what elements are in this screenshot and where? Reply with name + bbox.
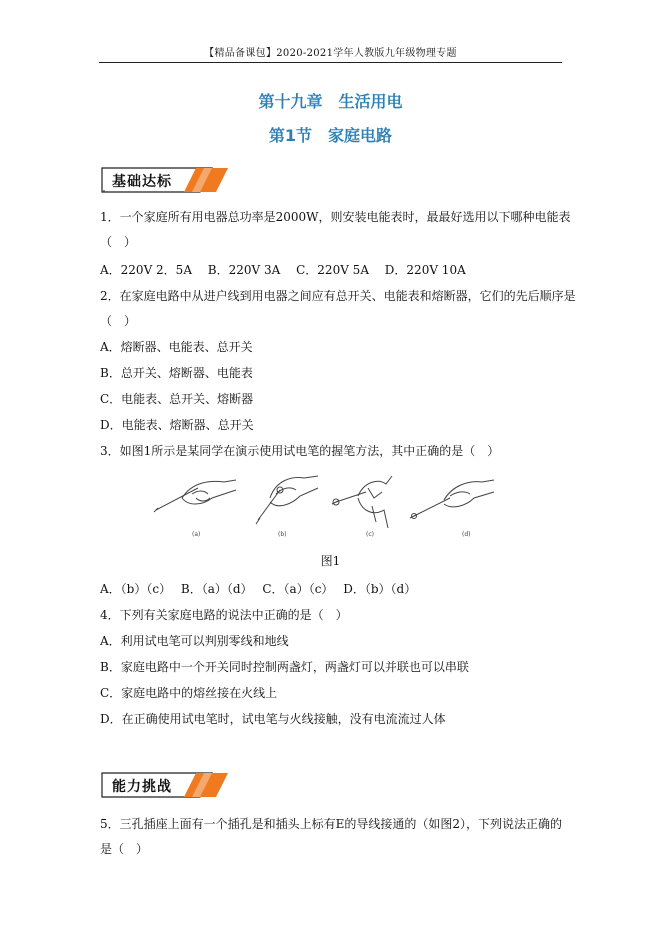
q4-option-a: A．利用试电笔可以判别零线和地线 — [100, 634, 289, 648]
page-header: 【精品备课包】2020-2021学年人教版九年级物理专题 — [204, 48, 457, 59]
q2-paren: （ ） — [100, 314, 137, 328]
section-title: 第1节 家庭电路 — [268, 126, 393, 145]
banner-advanced — [100, 771, 230, 799]
figure-label-a: (a) — [192, 531, 201, 538]
q4-option-c: C．家庭电路中的熔丝接在火线上 — [100, 686, 278, 700]
q2-option-b: B．总开关、熔断器、电能表 — [100, 366, 253, 380]
figure-label-d: (d) — [462, 531, 471, 538]
q2-stem: 2．在家庭电路中从进户线到用电器之间应有总开关、电能表和熔断器，它们的先后顺序是 — [100, 289, 576, 303]
figure-label-b: (b) — [278, 531, 287, 538]
figure-c-hand — [332, 476, 392, 528]
q2-option-a: A．熔断器、电能表、总开关 — [100, 340, 253, 354]
header-rule — [99, 62, 562, 63]
figure-label-c: (c) — [366, 531, 374, 538]
q4-stem: 4．下列有关家庭电路的说法中正确的是（ ） — [100, 608, 348, 622]
q5-stem: 5．三孔插座上面有一个插孔是和插头上标有E的导线接通的（如图2），下列说法正确的 — [100, 817, 563, 831]
q1-stem: 1．一个家庭所有用电器总功率是2000W，则安装电能表时，最最好选用以下哪种电能表 — [100, 210, 571, 224]
figure-1-caption: 图1 — [320, 554, 341, 568]
q5-stem-cont: 是（ ） — [100, 842, 149, 856]
q1-paren: （ ） — [100, 235, 137, 249]
q2-option-d: D．电能表、熔断器、总开关 — [100, 418, 254, 432]
banner-basic — [100, 166, 230, 194]
q2-option-c: C．电能表、总开关、熔断器 — [100, 392, 254, 406]
banner-advanced-label: 能力挑战 — [112, 779, 172, 795]
q4-option-b: B．家庭电路中一个开关同时控制两盏灯，两盏灯可以并联也可以串联 — [100, 660, 469, 674]
figure-a-hand — [154, 480, 236, 512]
figure-1-drawing — [152, 468, 502, 540]
banner-basic-label: 基础达标 — [112, 174, 172, 190]
chapter-title: 第十九章 生活用电 — [258, 92, 403, 111]
figure-b-hand — [256, 476, 318, 524]
q4-option-d: D．在正确使用试电笔时，试电笔与火线接触，没有电流流过人体 — [100, 712, 446, 726]
q1-options: A．220V 2．5A B．220V 3A C．220V 5A D．220V 10A — [100, 263, 466, 277]
figure-d-hand — [410, 480, 494, 519]
figure-1 — [152, 468, 502, 540]
q3-stem: 3．如图1所示是某同学在演示使用试电笔的握笔方法，其中正确的是（ ） — [100, 444, 500, 458]
q3-options: A．（b）（c） B．（a）（d） C．（a）（c） D．（b）（d） — [100, 582, 417, 596]
